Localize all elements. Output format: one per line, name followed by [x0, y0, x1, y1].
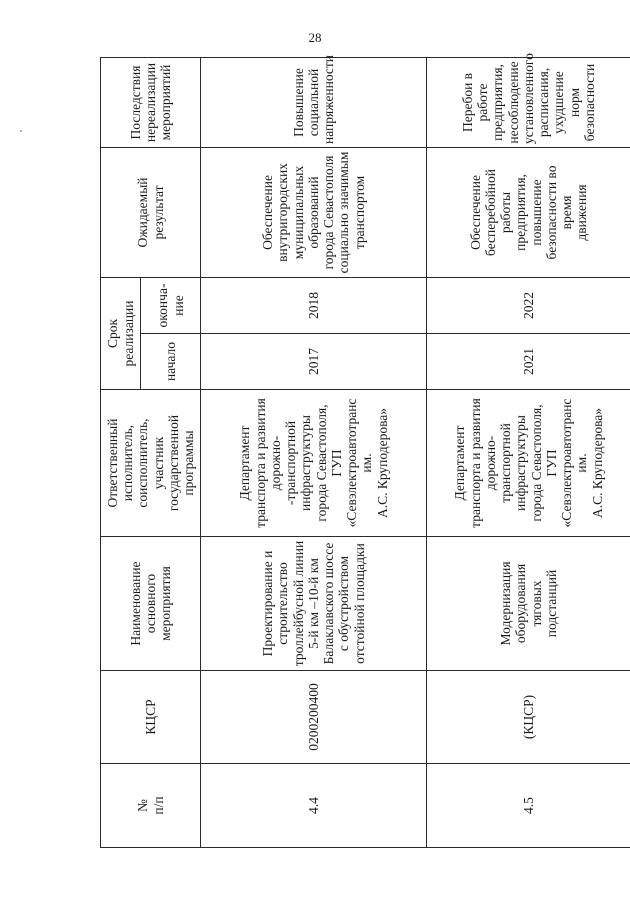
page-number: 28: [308, 30, 322, 45]
row-event-name: Модернизация оборудования тяговых подстанций: [427, 537, 630, 671]
header-consequences: Последствия нереализации мероприятий: [101, 57, 201, 147]
row-end: 2022: [427, 277, 630, 333]
row-consequence: Повышение социальной напряженности: [201, 57, 427, 147]
header-kcsr: КЦСР: [101, 671, 201, 764]
row-start: 2021: [427, 334, 630, 390]
header-term-end: оконча- ние: [141, 277, 201, 333]
header-row: [101, 57, 141, 847]
header-num: № п/п: [101, 764, 201, 848]
row-event-name: Проектирование и строительство троллейбусной линии 5-й км –10-й км Балаклавского шоссе с обустройством отстойной площадки: [201, 537, 427, 671]
row-executor: Департамент транспорта и развития дорожно- транспортной инфраструктуры города Севастополя, ГУП «Севэлектроавтотранс им. А.С. Круподерова»: [427, 390, 630, 537]
row-kcsr: (КЦСР): [427, 671, 630, 764]
scan-dot: [20, 130, 22, 132]
row-end: 2018: [201, 277, 427, 333]
header-term-start: начало: [141, 334, 201, 390]
table-row: [201, 57, 427, 847]
table-row: [427, 57, 630, 847]
row-num: 4.4: [201, 764, 427, 848]
program-events-table: [100, 53, 630, 848]
row-result: Обеспечение внутригородских муниципальных образований города Севастополя социально значимым транспортом: [201, 147, 427, 277]
row-start: 2017: [201, 334, 427, 390]
header-expected-result: Ожидаемый результат: [101, 147, 201, 277]
rotated-table-wrapper: [100, 53, 630, 848]
row-consequence: Перебои в работе предприятия, несоблюдение установленного расписания, ухудшение норм безопасности: [427, 57, 630, 147]
row-num: 4.5: [427, 764, 630, 848]
row-result: Обеспечение бесперебойной работы предприятия, повышение безопасности во время движения: [427, 147, 630, 277]
header-executor: Ответственный исполнитель, соисполнитель, участник государственной программы: [101, 390, 201, 537]
header-event-name: Наименование основного мероприятия: [101, 537, 201, 671]
header-term-group: Срок реализации: [101, 277, 141, 389]
row-executor: Департамент транспорта и развития дорожно- -транспортной инфраструктуры города Севастополя, ГУП «Севэлектроавтотранс им. А.С. Круподерова»: [201, 390, 427, 537]
row-kcsr: 0200200400: [201, 671, 427, 764]
